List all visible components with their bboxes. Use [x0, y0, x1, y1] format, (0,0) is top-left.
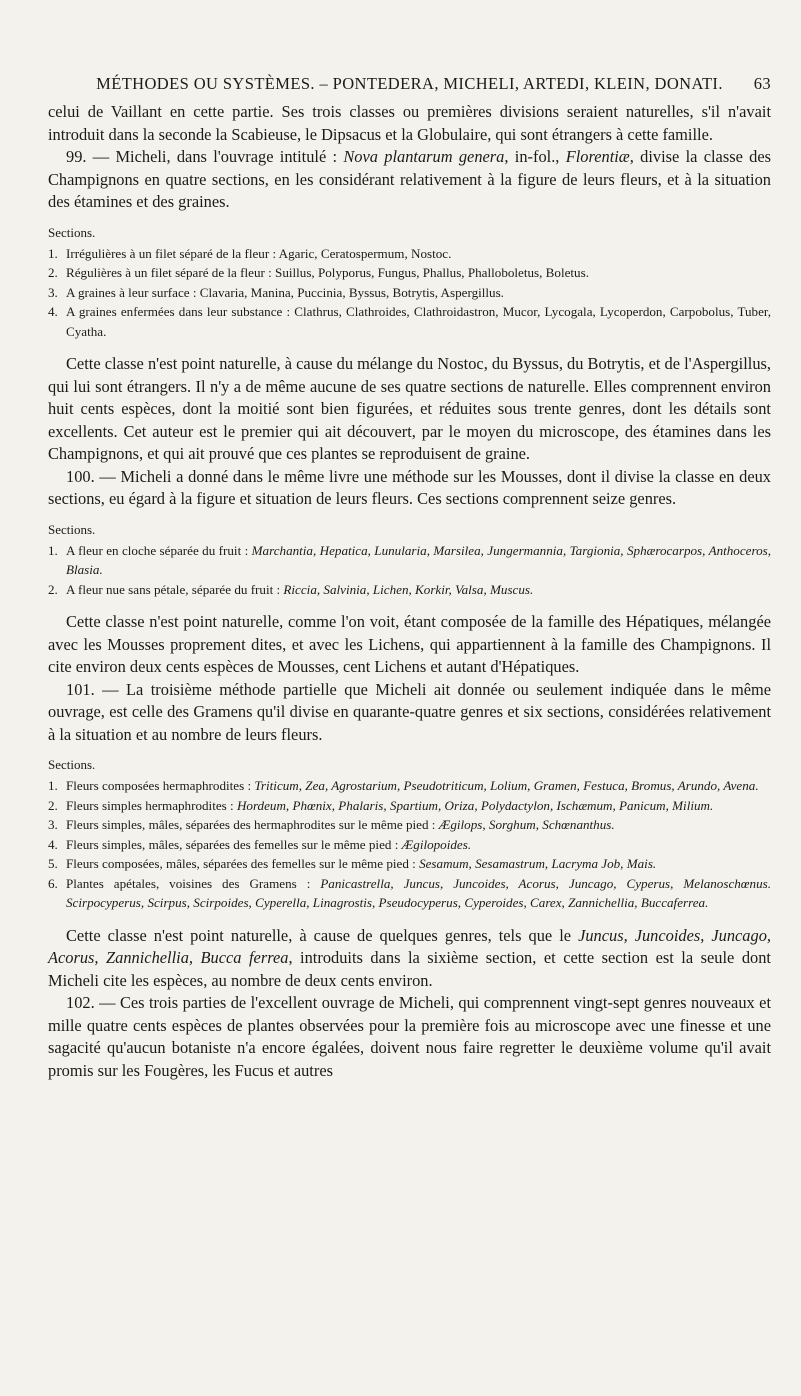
list-item: [48, 302, 771, 341]
list-item: [48, 796, 771, 816]
list-item-genera: Ægilopoides.: [401, 836, 472, 852]
list-item-genera: Ægilops, Sorghum, Schœnanthus.: [438, 817, 615, 832]
paragraph-100: 100. — Micheli a donné dans le même livre une méthode sur les Mousses, dont il divise la classe en deux sections, eu égard à la figure et situation de leurs fleurs. Ces sections comprennent seize genres.: [48, 466, 771, 508]
list-item-text: A graines à leur surface : Clavaria, Manina, Puccinia, Byssus, Botrytis, Aspergillus.: [66, 284, 504, 300]
list-item: [48, 874, 771, 913]
list-item-text: Fleurs simples, mâles, séparées des hermaphrodites sur le même pied :: [66, 817, 439, 832]
list-item-text: A fleur en cloche séparée du fruit :: [66, 542, 252, 558]
list-item-number: 4.: [48, 836, 58, 852]
list-item-genera: Riccia, Salvinia, Lichen, Korkir, Valsa, Muscus.: [283, 581, 534, 597]
paragraph-102: 102. — Ces trois parties de l'excellent ouvrage de Micheli, qui comprennent vingt-sept genres nouveaux et mille quatre cents espèces de plantes observées pour la première fois au microscope avec une finesse et une sagacité qu'aucun botaniste n'a encore égalées, doivent nous faire regretter le deuxième volume qu'il avait promis sur les Fougères, les Fucus et autres: [48, 993, 771, 1080]
list-item-number: 1.: [48, 542, 58, 558]
list-item-number: 4.: [48, 304, 58, 319]
list-item: [48, 263, 771, 283]
sections-heading-champignons: Sections.: [48, 224, 96, 240]
list-item: [48, 580, 771, 600]
running-head-title: MÉTHODES OU SYSTÈMES. – PONTEDERA, MICHELI, ARTEDI, KLEIN, DONATI.: [96, 74, 723, 93]
list-item-number: 1.: [48, 245, 58, 261]
list-item-text: Fleurs simples, mâles, séparées des femelles sur le même pied :: [66, 836, 402, 852]
list-item-number: 2.: [48, 265, 58, 280]
list-item-number: 6.: [48, 875, 58, 891]
list-item-text: Fleurs simples hermaphrodites :: [66, 797, 237, 813]
italic-genera: Juncus, Juncoides, Juncago, Acorus, Zannichellia, Bucca ferrea: [48, 925, 771, 967]
list-item-text: Irrégulières à un filet séparé de la fleur : Agaric, Ceratospermum, Nostoc.: [66, 245, 452, 261]
sections-heading-gramens: Sections.: [48, 757, 96, 772]
list-item-genera: Triticum, Zea, Agrostarium, Pseudotriticum, Lolium, Gramen, Festuca, Bromus, Arundo, Avena.: [254, 778, 759, 793]
list-item-genera: Marchantia, Hepatica, Lunularia, Marsilea, Jungermannia, Targionia, Sphærocarpos, Anthoceros, Blasia.: [66, 542, 771, 577]
list-item-text: A fleur nue sans pétale, séparée du fruit :: [66, 581, 284, 597]
list-item-number: 2.: [48, 797, 58, 813]
mousses-sections-list: [48, 541, 771, 600]
champignons-sections-list: [48, 244, 771, 342]
list-item-text: A graines enfermées dans leur substance : Clathrus, Clathroides, Clathroidastron, Mucor, Lycogala, Lycoperdon, Carpobolus, Tuber, Cyatha.: [66, 304, 771, 339]
paragraph-1: celui de Vaillant en cette partie. Ses trois classes ou premières divisions seraient naturelles, s'il n'avait introduit dans la seconde la Scabieuse, le Dipsacus et la Globulaire, qui sont étrangers à cette famille.: [48, 102, 771, 144]
list-item-genera: Sesamum, Sesamastrum, Lacryma Job, Mais.: [419, 856, 657, 871]
running-head: [48, 74, 771, 94]
list-item-number: 1.: [48, 778, 58, 793]
list-item-text: Régulières à un filet séparé de la fleur : Suillus, Polyporus, Fungus, Phallus, Phalloboletus, Boletus.: [66, 265, 589, 280]
list-item: [48, 854, 771, 874]
paragraph-101: 101. — La troisième méthode partielle que Micheli ait donnée ou seulement indiquée dans le même ouvrage, est celle des Gramens qu'il divise en quarante-quatre genres et six sections, considérées relativement à la situation et au nombre de leurs fleurs.: [48, 679, 771, 744]
page-number: 63: [753, 74, 771, 93]
list-item-text: Fleurs composées hermaphrodites :: [66, 778, 255, 793]
list-item-genera: Hordeum, Phœnix, Phalaris, Spartium, Oriza, Polydactylon, Ischæmum, Panicum, Milium.: [236, 797, 714, 813]
paragraph-7: Cette classe n'est point naturelle, à cause de quelques genres, tels que le Juncus, Juncoides, Juncago, Acorus, Zannichellia, Bucca ferrea, introduits dans la sixième section, et cette section est la seule dont Micheli cite les espèces, au nombre de deux cents environ.: [48, 925, 771, 990]
list-item-number: 2.: [48, 581, 58, 597]
list-item: [48, 283, 771, 303]
list-item: [48, 835, 771, 855]
list-item: [48, 815, 771, 835]
list-item: [48, 541, 771, 580]
page-body: [48, 101, 771, 1082]
italic-title: Florentiæ: [565, 147, 630, 166]
italic-title: Nova plantarum genera: [343, 147, 505, 166]
paragraph-5: Cette classe n'est point naturelle, comme l'on voit, étant composée de la famille des Hépatiques, mélangée avec les Mousses proprement dites, et avec les Lichens, qui appartiennent à la famille des Champignons. Il cite environ deux cents espèces de Mousses, cent Lichens et autant d'Hépatiques.: [48, 612, 771, 676]
list-item-number: 3.: [48, 284, 58, 300]
list-item: [48, 776, 771, 796]
list-item-genera: Panicastrella, Juncus, Juncoides, Acorus, Juncago, Cyperus, Melanoschœnus. Scirpocyperus, Scirpus, Scirpoides, Cyperella, Linagrostis, Pseudocyperus, Cyperoides, Carex, Zannichellia, Buccaferrea.: [66, 875, 771, 910]
list-item-text: Fleurs composées, mâles, séparées des femelles sur le même pied :: [66, 856, 420, 871]
list-item-text: Plantes apétales, voisines des Gramens :: [66, 875, 321, 891]
list-item-number: 3.: [48, 817, 58, 832]
paragraph-3: Cette classe n'est point naturelle, à cause du mélange du Nostoc, du Byssus, du Botrytis, et de l'Aspergillus, qui lui sont étrangers. Il n'y a de même aucune de ses quatre sections de naturelle. Elles comprennent environ huit cents espèces, dont la moitié sont bien figurées, et réduites sous trente genres, dont les détails sont excellents. Cet auteur est le premier qui ait découvert, par le moyen du microscope, des étamines dans les Champignons, et qui ait prouvé que ces plantes se reproduisent de graine.: [48, 354, 771, 463]
gramens-sections-list: [48, 776, 771, 913]
paragraph-99: 99. — Micheli, dans l'ouvrage intitulé : Nova plantarum genera, in-fol., Florentiæ, divise la classe des Champignons en quatre sections, en les considérant relativement à la figure de leurs fleurs, et à la situation des étamines et des graines.: [48, 147, 771, 211]
list-item-number: 5.: [48, 856, 58, 871]
sections-heading-mousses: Sections.: [48, 521, 96, 537]
list-item: [48, 244, 771, 264]
